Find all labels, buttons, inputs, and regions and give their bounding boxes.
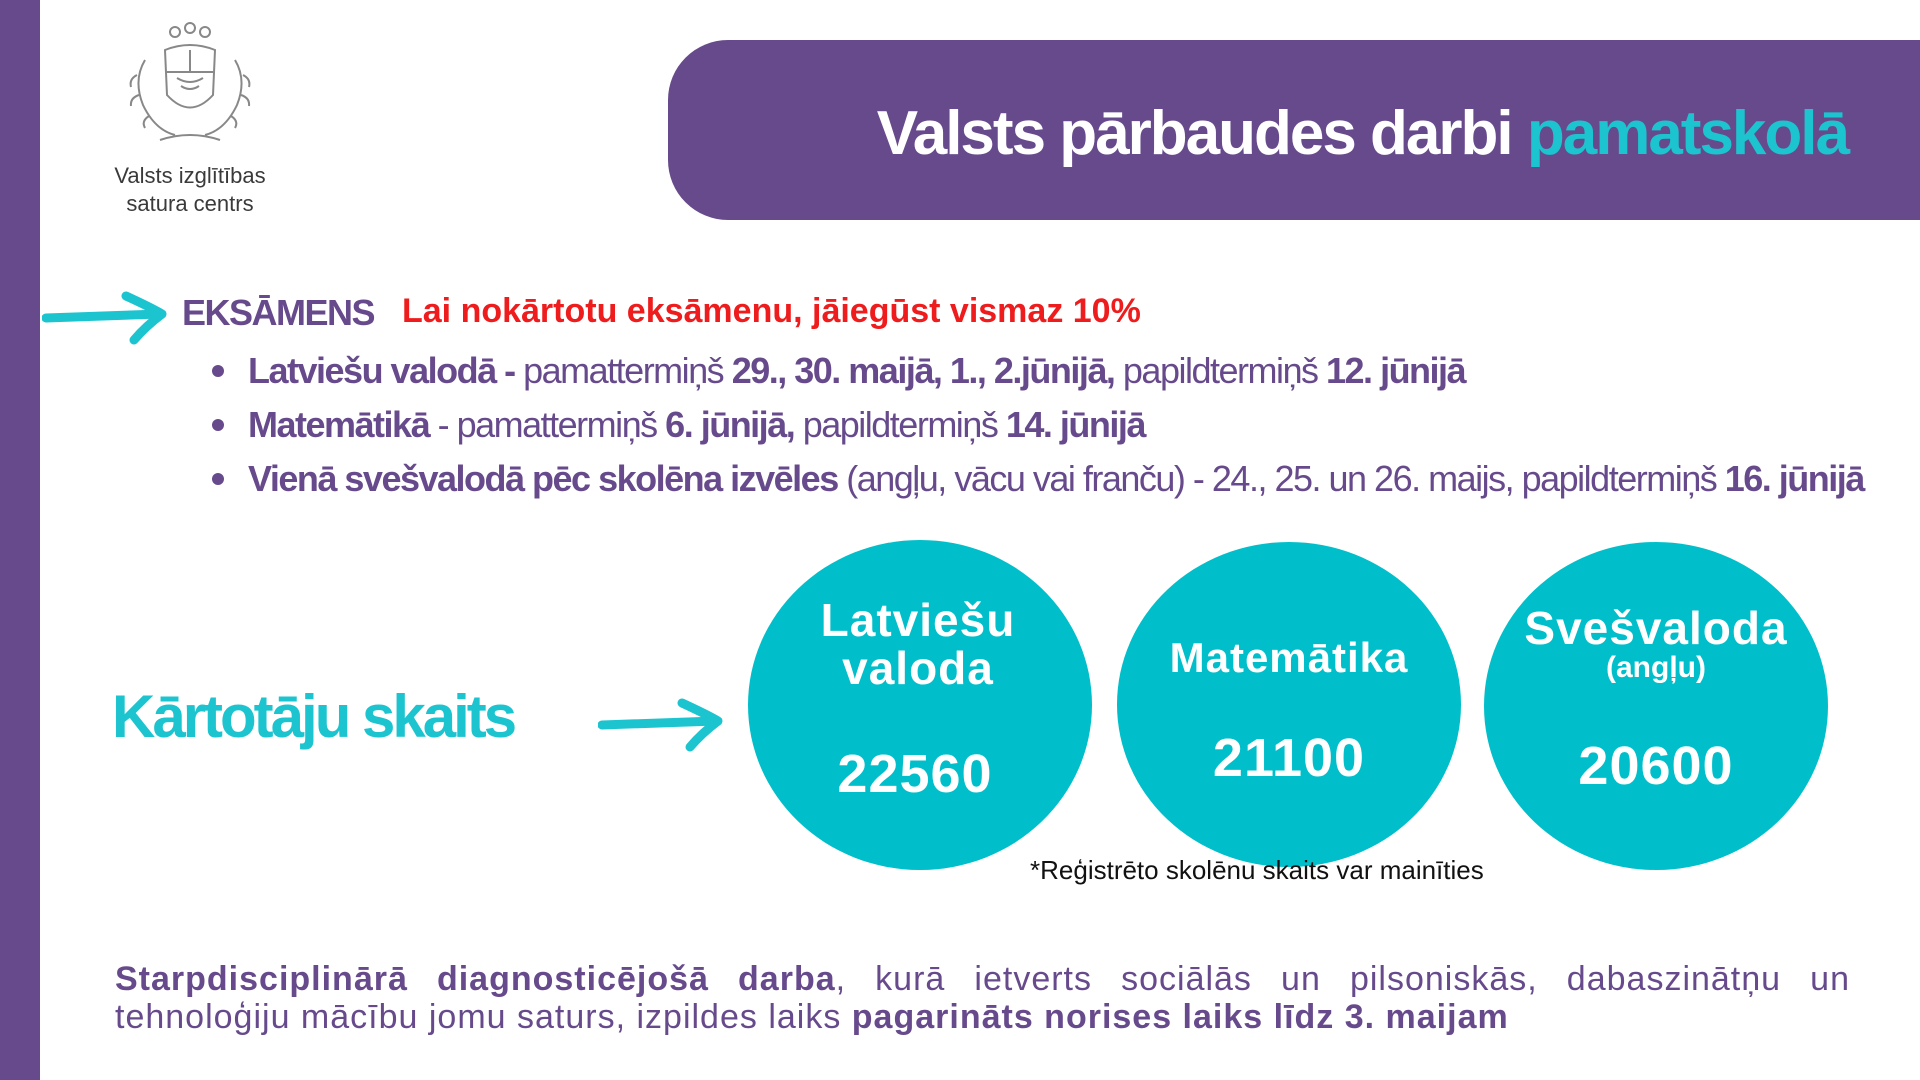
exam-extra-date: 16. jūnijā bbox=[1724, 458, 1864, 499]
logo bbox=[110, 20, 270, 218]
list-item bbox=[212, 398, 1902, 452]
count-circle-latvian bbox=[748, 540, 1092, 870]
exam-subject: Latviešu valodā - bbox=[248, 350, 524, 391]
exam-text: - pamattermiņš bbox=[437, 404, 666, 445]
circle-count: 22560 bbox=[837, 744, 993, 804]
exam-subject: Vienā svešvalodā pēc skolēna izvēles bbox=[248, 458, 838, 499]
exam-schedule-list bbox=[212, 344, 1902, 506]
circle-subject: Svešvaloda bbox=[1524, 602, 1788, 654]
logo-text-line1: Valsts izglītības bbox=[114, 163, 266, 188]
circle-subject: Matemātika bbox=[1169, 634, 1409, 681]
bottom-text: , kurā ietverts sociālās un pilsoniskās, dabaszinātņu un tehnoloģiju mācību jomu saturs, izpildes laiks bbox=[115, 960, 1850, 1036]
exam-extra-date: 12. jūnijā bbox=[1326, 350, 1466, 391]
exam-text: papildtermiņš bbox=[1114, 350, 1327, 391]
exam-dates: 6. jūnijā, bbox=[665, 404, 795, 445]
exam-text: papildtermiņš bbox=[794, 404, 1006, 445]
footnote: *Reģistrēto skolēnu skaits var mainīties bbox=[1030, 855, 1484, 885]
circle-subject: Latviešu valoda bbox=[820, 594, 1016, 694]
arrow-right-icon bbox=[598, 695, 728, 755]
bullet-icon bbox=[212, 473, 224, 485]
title-main: Valsts pārbaudes darbi bbox=[876, 99, 1527, 168]
exam-dates: 29., 30. maijā, 1., 2.jūnijā, bbox=[731, 350, 1115, 391]
latvia-coat-of-arms-icon bbox=[115, 20, 265, 150]
exam-pass-note: Lai nokārtotu eksāmenu, jāiegūst vismaz 10% bbox=[402, 292, 1141, 330]
count-circle-foreign-language bbox=[1484, 542, 1828, 870]
circle-count: 21100 bbox=[1212, 728, 1366, 788]
logo-text-line2: satura centrs bbox=[126, 191, 254, 216]
circle-count: 20600 bbox=[1578, 736, 1734, 796]
exam-text: pamattermiņš bbox=[523, 350, 732, 391]
list-item bbox=[212, 344, 1902, 398]
bottom-bold-2: pagarināts norises laiks līdz 3. maijam bbox=[851, 998, 1509, 1036]
arrow-right-icon bbox=[42, 288, 172, 348]
left-accent-bar bbox=[0, 0, 40, 1080]
list-item bbox=[212, 452, 1902, 506]
participants-count-label: Kārtotāju skaits bbox=[112, 683, 515, 750]
bullet-icon bbox=[212, 365, 224, 377]
page-title bbox=[877, 98, 1848, 169]
circle-subtitle: (angļu) bbox=[1606, 651, 1706, 684]
header-banner bbox=[668, 40, 1920, 220]
exam-label: EKSĀMENS bbox=[182, 292, 375, 333]
bottom-bold-1: Starpdisciplinārā diagnosticējošā darba bbox=[115, 960, 836, 998]
exam-text: (angļu, vācu vai franču) - 24., 25. un 26. maijs, papildtermiņš bbox=[837, 458, 1725, 499]
diagnostic-work-note bbox=[115, 960, 1850, 1036]
count-circle-math bbox=[1117, 542, 1461, 867]
exam-subject: Matemātikā bbox=[248, 404, 438, 445]
bullet-icon bbox=[212, 419, 224, 431]
exam-extra-date: 14. jūnijā bbox=[1005, 404, 1145, 445]
title-highlight: pamatskolā bbox=[1526, 99, 1848, 168]
